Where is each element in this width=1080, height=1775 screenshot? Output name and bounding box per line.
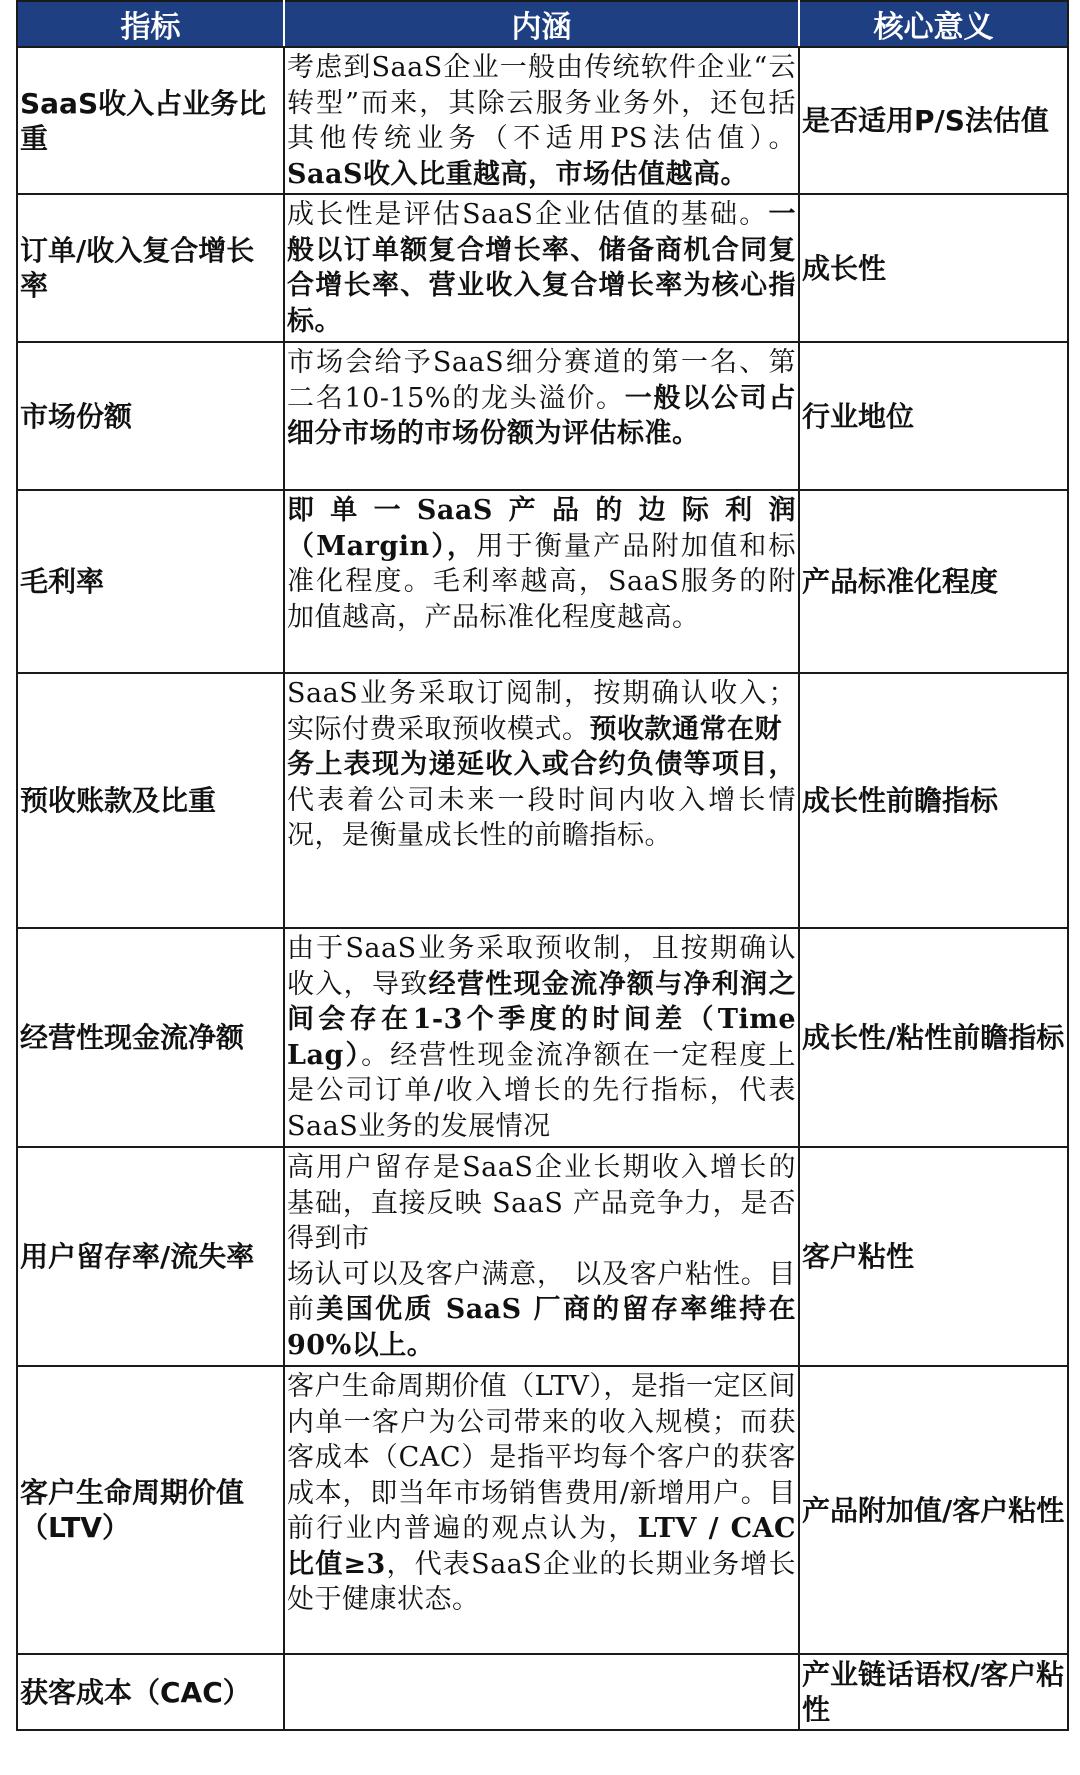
meaning-cell: 行业地位 [799,342,1068,490]
indicator-cell: 市场份额 [17,342,284,490]
table-row [17,342,1068,490]
content-text: SaaS业务采取订阅制，按期确认收入；实际付费采取预收模式。 [287,678,796,745]
content-emphasis: 美国优质 SaaS 厂商的留存率维持在 90%以上。 [287,1294,796,1361]
meaning-cell: 产品标准化程度 [799,490,1068,673]
content-emphasis: SaaS收入比重越高，市场估值越高。 [287,158,748,190]
content-cell [284,1147,799,1366]
content-emphasis: 即单一SaaS产品的边际利润（Margin）， [287,495,796,562]
content-cell [284,1366,799,1654]
table-row [17,1366,1068,1654]
content-cell [284,194,799,342]
table-row [17,1147,1068,1366]
table-row [17,490,1068,673]
header-content: 内涵 [284,1,799,47]
header-indicator: 指标 [17,1,284,47]
content-emphasis: 经营性现金流净额与净利润之间会存在1-3个季度的时间差（Time Lag） [287,968,797,1071]
content-cell [284,1654,799,1730]
indicator-cell: SaaS收入占业务比重 [17,47,284,194]
indicator-cell: 客户生命周期价值（LTV） [17,1366,284,1654]
content-cell [284,47,799,194]
content-text: 客户生命周期价值（LTV），是指一定区间内单一客户为公司带来的收入规模；而获客成本（CAC）是指平均每个客户的获客成本，即当年市场销售费用/新增用户。目前行业内普遍的观点认为， [287,1371,796,1544]
content-text: 成长性是评估SaaS企业估值的基础。 [287,199,769,230]
content-emphasis: LTV / CAC 比值≥3 [287,1513,796,1580]
indicator-cell: 订单/收入复合增长率 [17,194,284,342]
content-text: 考虑到SaaS企业一般由传统软件企业“云转型”而来，其除云服务业务外，还包括其他传统业务（不适用PS法估值）。 [287,52,796,154]
content-emphasis: 一般以公司占细分市场的市场份额为评估标准。 [287,382,796,449]
saas-indicator-table [16,0,1069,1731]
indicator-cell: 预收账款及比重 [17,673,284,928]
indicator-cell: 毛利率 [17,490,284,673]
saas-indicator-table-container [16,0,1067,1731]
table-row [17,673,1068,928]
content-emphasis: 一般以订单额复合增长率、储备商机合同复合增长率、营业收入复合增长率为核心指标。 [287,199,796,337]
indicator-cell: 经营性现金流净额 [17,928,284,1147]
indicator-cell: 获客成本（CAC） [17,1654,284,1730]
content-text: 市场会给予SaaS细分赛道的第一名、第二名10-15%的龙头溢价。 [287,347,796,414]
table-row [17,194,1068,342]
table-row [17,928,1068,1147]
header-row [17,1,1068,47]
meaning-cell: 产业链话语权/客户粘性 [799,1654,1068,1730]
content-text: 用于衡量产品附加值和标准化程度。毛利率越高，SaaS服务的附加值越高，产品标准化程度越高。 [287,530,797,633]
content-text-continued: 。经营性现金流净额在一定程度上是公司订单/收入增长的先行指标，代表SaaS业务的发展情况 [287,1039,797,1142]
content-cell [284,673,799,928]
content-cell [284,928,799,1147]
meaning-cell: 产品附加值/客户粘性 [799,1366,1068,1654]
content-text: 高用户留存是SaaS企业长期收入增长的基础，直接反映 SaaS 产品竞争力，是否得到市 场认可以及客户满意， 以及客户粘性。目前 [287,1152,796,1325]
header-meaning: 核心意义 [799,1,1068,47]
content-cell [284,490,799,673]
meaning-cell: 成长性 [799,194,1068,342]
meaning-cell: 成长性前瞻指标 [799,673,1068,928]
table-row [17,47,1068,194]
content-cell [284,342,799,490]
content-text: 由于SaaS业务采取预收制，且按期确认收入，导致 [287,933,796,1000]
table-row [17,1654,1068,1730]
content-text-continued: ，代表SaaS企业的长期业务增长处于健康状态。 [287,1548,796,1615]
indicator-cell: 用户留存率/流失率 [17,1147,284,1366]
meaning-cell: 客户粘性 [799,1147,1068,1366]
content-emphasis: 预收款通常在财 务上表现为递延收入或合约负债等项目， [287,713,796,780]
content-text-continued: 代表着公司未来一段时间内收入增长情况，是衡量成长性的前瞻指标。 [287,784,796,851]
meaning-cell: 成长性/粘性前瞻指标 [799,928,1068,1147]
meaning-cell: 是否适用P/S法估值 [799,47,1068,194]
